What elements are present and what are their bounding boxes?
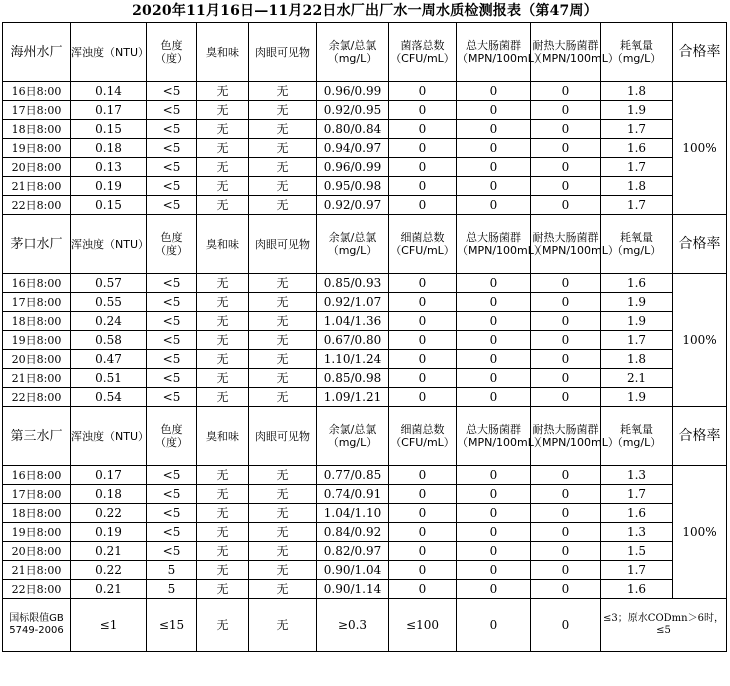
value-cell: 无 [197,312,249,331]
value-cell: 0.85/0.93 [317,274,389,293]
value-cell: 0.67/0.80 [317,331,389,350]
value-cell: 0.85/0.98 [317,369,389,388]
pass-rate: 100% [673,274,727,407]
value-cell: <5 [147,466,197,485]
value-cell: <5 [147,312,197,331]
value-cell: 无 [249,158,317,177]
value-cell: <5 [147,101,197,120]
value-cell: 1.9 [601,101,673,120]
value-cell: 0 [389,466,457,485]
table-row [3,293,727,312]
value-cell: 无 [249,504,317,523]
value-cell: 无 [249,331,317,350]
color-header: 色度（度） [147,215,197,274]
value-cell: 0 [531,196,601,215]
value-cell: 5 [147,561,197,580]
value-cell: <5 [147,139,197,158]
value-cell: <5 [147,82,197,101]
value-cell: 0 [457,196,531,215]
value-cell: 0.22 [71,504,147,523]
date-cell: 17日8:00 [3,485,71,504]
value-cell: 1.7 [601,196,673,215]
value-cell: 0 [389,101,457,120]
table-row [3,523,727,542]
value-cell: 0 [531,561,601,580]
date-cell: 16日8:00 [3,466,71,485]
value-cell: 无 [249,196,317,215]
value-cell: <5 [147,485,197,504]
oxygen-consumption-header: 耗氧量（mg/L） [601,215,673,274]
value-cell: 0 [457,561,531,580]
date-cell: 16日8:00 [3,274,71,293]
value-cell: 0 [389,350,457,369]
table-row [3,82,727,101]
table-row [3,388,727,407]
value-cell: 0 [389,523,457,542]
value-cell: 1.10/1.24 [317,350,389,369]
value-cell: 1.5 [601,542,673,561]
date-cell: 19日8:00 [3,331,71,350]
table-row [3,196,727,215]
date-cell: 22日8:00 [3,388,71,407]
value-cell: 1.6 [601,580,673,599]
table-row [3,369,727,388]
value-cell: 0.57 [71,274,147,293]
pass-rate-header: 合格率 [673,23,727,82]
value-cell: 0 [389,369,457,388]
value-cell: 0 [457,101,531,120]
total-coliform-header: 总大肠菌群（MPN/100mL） [457,215,531,274]
value-cell: 0 [457,504,531,523]
table-row [3,158,727,177]
value-cell: 无 [249,466,317,485]
value-cell: 1.6 [601,274,673,293]
odor-taste-header: 臭和味 [197,215,249,274]
value-cell: 0 [457,331,531,350]
value-cell: <5 [147,331,197,350]
date-cell: 20日8:00 [3,542,71,561]
value-cell: 0 [389,485,457,504]
date-cell: 18日8:00 [3,312,71,331]
value-cell: 无 [197,101,249,120]
value-cell: 0 [531,331,601,350]
value-cell: 0.90/1.04 [317,561,389,580]
value-cell: 无 [249,82,317,101]
value-cell: 无 [197,158,249,177]
value-cell: 0.24 [71,312,147,331]
value-cell: 无 [197,466,249,485]
value-cell: 0 [389,120,457,139]
value-cell: 0 [389,293,457,312]
limit-value: ≤3；原水CODmn＞6时，≤5 [601,599,727,652]
value-cell: 无 [197,177,249,196]
date-cell: 17日8:00 [3,293,71,312]
table-row [3,331,727,350]
value-cell: 0 [457,388,531,407]
limit-value: ≤1 [71,599,147,652]
value-cell: 无 [249,561,317,580]
limit-value: ≤15 [147,599,197,652]
value-cell: 0 [531,120,601,139]
value-cell: 0.58 [71,331,147,350]
table-row [3,177,727,196]
value-cell: 无 [249,312,317,331]
value-cell: 0 [389,139,457,158]
value-cell: 1.04/1.36 [317,312,389,331]
table-row [3,485,727,504]
date-cell: 16日8:00 [3,82,71,101]
water-quality-table [2,22,727,652]
value-cell: 1.9 [601,312,673,331]
value-cell: 0 [531,580,601,599]
value-cell: 0 [389,561,457,580]
value-cell: 0 [457,350,531,369]
bacteria-total-header: 菌落总数（CFU/mL） [389,23,457,82]
date-cell: 21日8:00 [3,369,71,388]
pass-rate-header: 合格率 [673,215,727,274]
plant-name: 茅口水厂 [3,215,71,274]
value-cell: 1.8 [601,82,673,101]
value-cell: 0.74/0.91 [317,485,389,504]
section-header-row [3,23,727,82]
value-cell: 0 [389,504,457,523]
value-cell: 0 [457,542,531,561]
value-cell: 0.19 [71,523,147,542]
chlorine-header: 余氯/总氯（mg/L） [317,215,389,274]
limit-value: 0 [457,599,531,652]
value-cell: 0 [531,101,601,120]
value-cell: 无 [197,542,249,561]
date-cell: 20日8:00 [3,158,71,177]
value-cell: 无 [197,369,249,388]
value-cell: 0 [531,485,601,504]
value-cell: 0 [457,82,531,101]
pass-rate: 100% [673,466,727,599]
value-cell: <5 [147,196,197,215]
value-cell: 0 [531,312,601,331]
value-cell: 0.14 [71,82,147,101]
plant-name: 海州水厂 [3,23,71,82]
value-cell: 5 [147,580,197,599]
value-cell: <5 [147,350,197,369]
color-header: 色度（度） [147,23,197,82]
value-cell: 0 [389,580,457,599]
value-cell: 1.7 [601,120,673,139]
value-cell: 无 [197,350,249,369]
value-cell: 0 [531,82,601,101]
table-row [3,139,727,158]
color-header: 色度（度） [147,407,197,466]
value-cell: 0 [531,274,601,293]
value-cell: 0.90/1.14 [317,580,389,599]
value-cell: 0 [389,196,457,215]
total-coliform-header: 总大肠菌群（MPN/100mL） [457,23,531,82]
value-cell: 无 [197,523,249,542]
value-cell: 0.51 [71,369,147,388]
table-row [3,580,727,599]
value-cell: 0 [389,331,457,350]
date-cell: 21日8:00 [3,177,71,196]
chlorine-header: 余氯/总氯（mg/L） [317,407,389,466]
section-header-row [3,215,727,274]
value-cell: 0 [457,120,531,139]
table-row [3,312,727,331]
chlorine-header: 余氯/总氯（mg/L） [317,23,389,82]
value-cell: 无 [197,274,249,293]
value-cell: 0 [531,388,601,407]
value-cell: <5 [147,177,197,196]
value-cell: 0 [389,82,457,101]
value-cell: 无 [197,561,249,580]
value-cell: 0 [457,158,531,177]
value-cell: 0 [457,485,531,504]
value-cell: 1.09/1.21 [317,388,389,407]
turbidity-header: 浑浊度（NTU） [71,215,147,274]
value-cell: 0 [389,177,457,196]
value-cell: 0 [531,542,601,561]
value-cell: 无 [249,293,317,312]
value-cell: 0 [531,350,601,369]
date-cell: 19日8:00 [3,139,71,158]
value-cell: 0.21 [71,580,147,599]
value-cell: 无 [197,331,249,350]
value-cell: 1.7 [601,561,673,580]
value-cell: 0 [531,523,601,542]
value-cell: 0 [531,158,601,177]
value-cell: 0.77/0.85 [317,466,389,485]
value-cell: 0.17 [71,466,147,485]
date-cell: 19日8:00 [3,523,71,542]
value-cell: 无 [249,369,317,388]
value-cell: <5 [147,523,197,542]
value-cell: 1.9 [601,293,673,312]
value-cell: 1.6 [601,139,673,158]
oxygen-consumption-header: 耗氧量（mg/L） [601,23,673,82]
visible-matter-header: 肉眼可见物 [249,23,317,82]
value-cell: 无 [197,120,249,139]
value-cell: 0.92/0.95 [317,101,389,120]
date-cell: 20日8:00 [3,350,71,369]
value-cell: 0 [457,274,531,293]
value-cell: 0.22 [71,561,147,580]
value-cell: 0.54 [71,388,147,407]
table-row [3,101,727,120]
value-cell: 0.47 [71,350,147,369]
limit-value: ≥0.3 [317,599,389,652]
turbidity-header: 浑浊度（NTU） [71,407,147,466]
value-cell: 0.21 [71,542,147,561]
value-cell: 0.84/0.92 [317,523,389,542]
value-cell: 0 [389,274,457,293]
value-cell: 0.92/1.07 [317,293,389,312]
value-cell: 无 [249,580,317,599]
oxygen-consumption-header: 耗氧量（mg/L） [601,407,673,466]
value-cell: 0 [457,523,531,542]
value-cell: 无 [249,542,317,561]
date-cell: 18日8:00 [3,120,71,139]
value-cell: <5 [147,369,197,388]
value-cell: 0 [389,388,457,407]
section-header-row [3,407,727,466]
value-cell: 1.6 [601,504,673,523]
value-cell: 0.15 [71,196,147,215]
value-cell: 0 [457,177,531,196]
limits-label: 国标限值GB 5749-2006 [3,599,71,652]
value-cell: 无 [249,177,317,196]
value-cell: 无 [249,120,317,139]
value-cell: 1.8 [601,350,673,369]
table-row [3,274,727,293]
visible-matter-header: 肉眼可见物 [249,407,317,466]
value-cell: <5 [147,388,197,407]
value-cell: 0.96/0.99 [317,158,389,177]
date-cell: 22日8:00 [3,196,71,215]
value-cell: 无 [197,504,249,523]
odor-taste-header: 臭和味 [197,23,249,82]
date-cell: 22日8:00 [3,580,71,599]
value-cell: 0 [457,369,531,388]
table-row [3,561,727,580]
thermo-coliform-header: 耐热大肠菌群（MPN/100mL） [531,23,601,82]
value-cell: 0 [531,466,601,485]
date-cell: 18日8:00 [3,504,71,523]
bacteria-total-header: 细菌总数（CFU/mL） [389,407,457,466]
value-cell: 0 [457,312,531,331]
value-cell: 无 [249,274,317,293]
table-row [3,466,727,485]
value-cell: <5 [147,293,197,312]
bacteria-total-header: 细菌总数（CFU/mL） [389,215,457,274]
value-cell: <5 [147,158,197,177]
value-cell: 1.9 [601,388,673,407]
limits-row [3,599,727,652]
table-row [3,542,727,561]
value-cell: 无 [197,82,249,101]
value-cell: 1.04/1.10 [317,504,389,523]
value-cell: 0.95/0.98 [317,177,389,196]
value-cell: 0 [531,177,601,196]
value-cell: 0.18 [71,485,147,504]
value-cell: 0.15 [71,120,147,139]
odor-taste-header: 臭和味 [197,407,249,466]
table-row [3,120,727,139]
value-cell: 1.7 [601,158,673,177]
pass-rate: 100% [673,82,727,215]
value-cell: 0.55 [71,293,147,312]
value-cell: 0.82/0.97 [317,542,389,561]
value-cell: 1.7 [601,331,673,350]
value-cell: 无 [197,293,249,312]
pass-rate-header: 合格率 [673,407,727,466]
value-cell: 0.18 [71,139,147,158]
value-cell: <5 [147,120,197,139]
value-cell: 0 [389,312,457,331]
limit-value: 无 [249,599,317,652]
value-cell: 无 [197,388,249,407]
value-cell: 无 [249,388,317,407]
date-cell: 17日8:00 [3,101,71,120]
value-cell: 0.92/0.97 [317,196,389,215]
value-cell: 无 [249,350,317,369]
value-cell: 1.3 [601,466,673,485]
thermo-coliform-header: 耐热大肠菌群（MPN/100mL） [531,215,601,274]
value-cell: 1.8 [601,177,673,196]
value-cell: 0 [457,466,531,485]
thermo-coliform-header: 耐热大肠菌群（MPN/100mL） [531,407,601,466]
value-cell: 0 [389,542,457,561]
turbidity-header: 浑浊度（NTU） [71,23,147,82]
limit-value: 0 [531,599,601,652]
value-cell: 0.94/0.97 [317,139,389,158]
value-cell: 无 [197,580,249,599]
value-cell: 无 [197,485,249,504]
value-cell: 无 [197,139,249,158]
value-cell: 0 [457,580,531,599]
value-cell: 0.17 [71,101,147,120]
plant-name: 第三水厂 [3,407,71,466]
value-cell: 0 [531,293,601,312]
value-cell: 0 [389,158,457,177]
limit-value: 无 [197,599,249,652]
value-cell: 0.13 [71,158,147,177]
value-cell: 2.1 [601,369,673,388]
value-cell: 0 [457,293,531,312]
value-cell: 0 [531,369,601,388]
total-coliform-header: 总大肠菌群（MPN/100mL） [457,407,531,466]
value-cell: <5 [147,274,197,293]
value-cell: 1.3 [601,523,673,542]
value-cell: 无 [249,139,317,158]
value-cell: 无 [197,196,249,215]
value-cell: 0 [531,139,601,158]
value-cell: 无 [249,485,317,504]
value-cell: 1.7 [601,485,673,504]
report-title: 2020年11月16日—11月22日水厂出厂水一周水质检测报表（第47周） [132,3,598,19]
value-cell: 0.80/0.84 [317,120,389,139]
limit-value: ≤100 [389,599,457,652]
value-cell: 0.19 [71,177,147,196]
value-cell: 0 [457,139,531,158]
date-cell: 21日8:00 [3,561,71,580]
table-row [3,350,727,369]
value-cell: 0.96/0.99 [317,82,389,101]
value-cell: <5 [147,542,197,561]
value-cell: <5 [147,504,197,523]
value-cell: 0 [531,504,601,523]
value-cell: 无 [249,101,317,120]
visible-matter-header: 肉眼可见物 [249,215,317,274]
value-cell: 无 [249,523,317,542]
table-row [3,504,727,523]
